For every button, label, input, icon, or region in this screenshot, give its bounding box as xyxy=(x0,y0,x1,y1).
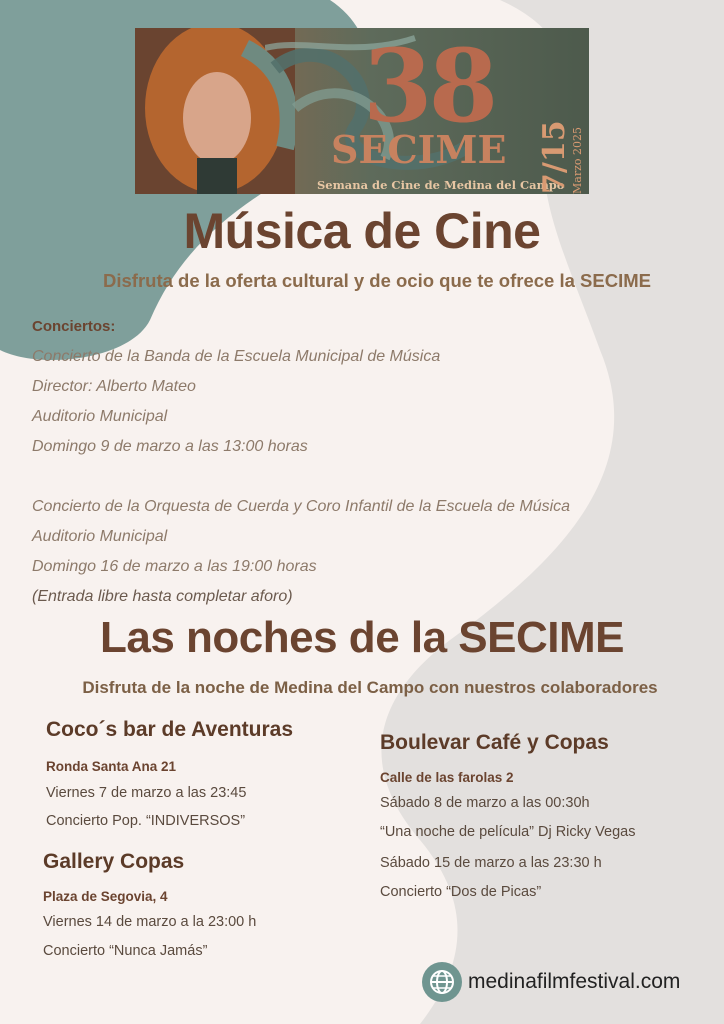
website-text[interactable]: medinafilmfestival.com xyxy=(468,970,681,993)
month-year: Marzo 2025 xyxy=(571,127,584,194)
concert2-line: Concierto de la Orquesta de Cuerda y Coro Infantil de la Escuela de Música xyxy=(32,498,571,515)
nights-title: Las noches de la SECIME xyxy=(100,613,624,662)
concert1-line: Domingo 9 de marzo a las 13:00 horas xyxy=(32,438,308,455)
concerts-label: Conciertos: xyxy=(32,318,116,335)
date-block xyxy=(539,68,589,194)
concert2-line: Auditorio Municipal xyxy=(32,528,168,545)
website-link[interactable] xyxy=(422,960,680,1004)
venue-line: “Una noche de película” Dj Ricky Vegas xyxy=(380,824,636,840)
venue-line: Concierto “Dos de Picas” xyxy=(380,884,542,900)
concerts-block xyxy=(32,312,570,612)
nights-subtitle: Disfruta de la noche de Medina del Campo con nuestros colaboradores xyxy=(82,678,658,697)
festival-tagline: Semana de Cine de Medina del Campo xyxy=(317,178,565,192)
concert2-line: Domingo 16 de marzo a las 19:00 horas xyxy=(32,558,317,575)
venue-name-cocos: Coco´s bar de Aventuras xyxy=(46,718,294,741)
concert1-line: Concierto de la Banda de la Escuela Municipal de Música xyxy=(32,348,441,365)
venue-name-gallery: Gallery Copas xyxy=(43,850,185,873)
venue-line: Viernes 14 de marzo a la 23:00 h xyxy=(43,914,257,930)
music-title: Música de Cine xyxy=(183,203,541,259)
venue-name-boulevar: Boulevar Café y Copas xyxy=(380,731,609,754)
venue-address-boulevar: Calle de las farolas 2 xyxy=(380,770,514,785)
concert1-line: Director: Alberto Mateo xyxy=(32,378,196,395)
festival-banner xyxy=(135,28,589,194)
venue-address-gallery: Plaza de Segovia, 4 xyxy=(43,889,168,904)
venue-line: Concierto “Nunca Jamás” xyxy=(43,943,208,959)
edition-number: 38 xyxy=(363,28,495,145)
concert2-note: (Entrada libre hasta completar aforo) xyxy=(32,588,293,605)
venue-line: Viernes 7 de marzo a las 23:45 xyxy=(46,785,247,801)
venue-line: Sábado 15 de marzo a las 23:30 h xyxy=(380,855,602,871)
venue-address-cocos: Ronda Santa Ana 21 xyxy=(46,759,177,774)
music-subtitle: Disfruta de la oferta cultural y de ocio que te ofrece la SECIME xyxy=(103,270,651,291)
globe-icon xyxy=(422,962,462,1002)
brand-name: SECIME xyxy=(331,127,507,172)
venue-line: Sábado 8 de marzo a las 00:30h xyxy=(380,795,590,811)
date-range: 7/15 xyxy=(537,120,572,194)
concert1-line: Auditorio Municipal xyxy=(32,408,168,425)
venue-line: Concierto Pop. “INDIVERSOS” xyxy=(46,813,246,829)
